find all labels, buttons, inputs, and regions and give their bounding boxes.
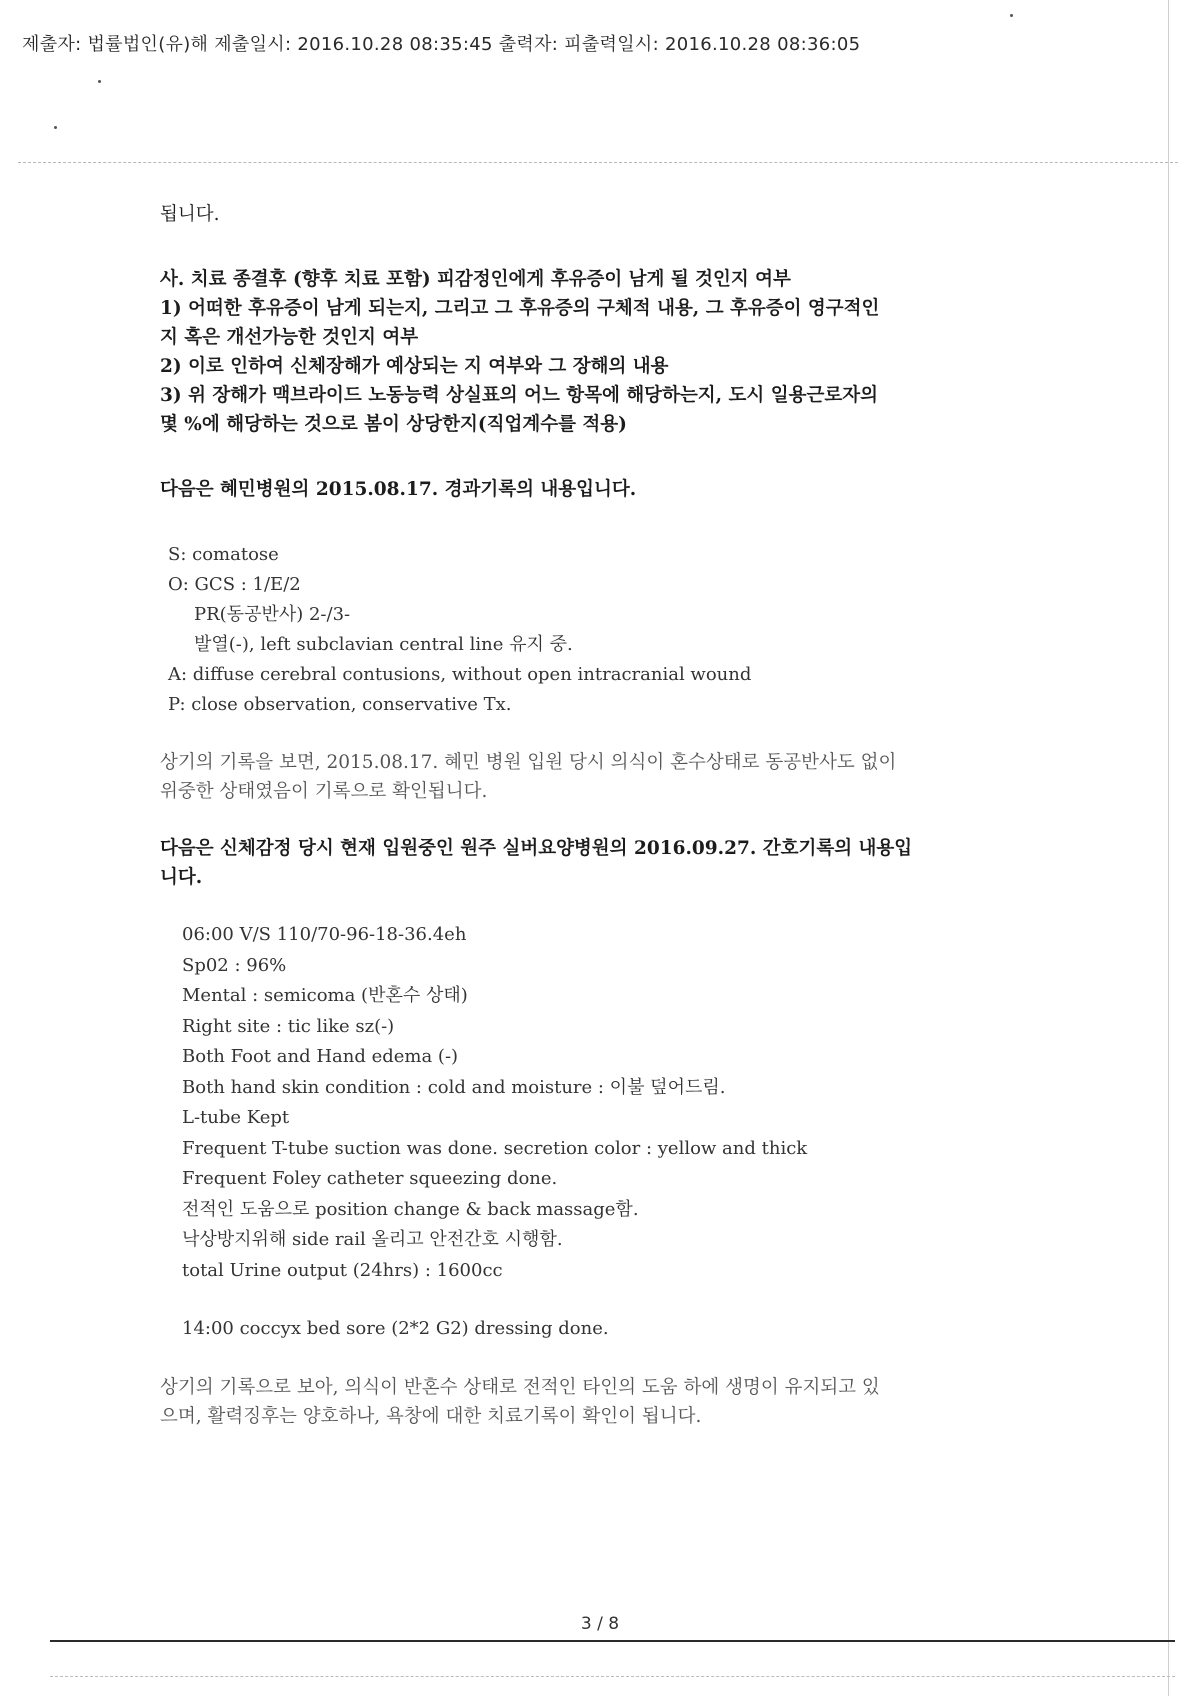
record2-summary-line2: 으며, 활력징후는 양호하나, 욕창에 대한 치료기록이 확인이 됩니다. xyxy=(160,1405,702,1427)
record2-line: Frequent T-tube suction was done. secretion color : yellow and thick xyxy=(182,1137,808,1159)
scan-speck xyxy=(1010,14,1013,17)
continued-text: 됩니다. xyxy=(160,204,220,225)
header-divider xyxy=(18,162,1178,163)
record2-intro-line1: 다음은 신체감정 당시 현재 입원중인 원주 실버요양병원의 2016.09.27. 간호기록의 내용입 xyxy=(160,838,913,859)
record1-line: 발열(-), left subclavian central line 유지 중. xyxy=(194,634,573,655)
record2-intro-line2: 니다. xyxy=(160,867,203,888)
record2-line: total Urine output (24hrs) : 1600cc xyxy=(182,1259,503,1281)
record1-line: S: comatose xyxy=(168,544,279,565)
record2-line: L-tube Kept xyxy=(182,1107,290,1128)
record1-summary-line1: 상기의 기록을 보면, 2015.08.17. 혜민 병원 입원 당시 의식이 혼수상태로 동공반사도 없이 xyxy=(160,752,897,773)
record2-line: 06:00 V/S 110/70-96-18-36.4eh xyxy=(182,924,467,945)
record2-line: Right site : tic like sz(-) xyxy=(182,1015,395,1037)
record2-line: Sp02 : 96% xyxy=(182,954,287,976)
record2-summary-line1: 상기의 기록으로 보아, 의식이 반혼수 상태로 전적인 타인의 도움 하에 생명이 유지되고 있 xyxy=(160,1376,880,1398)
document-body xyxy=(160,200,1020,1431)
footer-divider-faint xyxy=(50,1676,1175,1677)
record1-line: O: GCS : 1/E/2 xyxy=(168,574,301,595)
record1-line: PR(동공반사) 2-/3- xyxy=(194,604,351,625)
section-sa-item3-line1: 3) 위 장해가 맥브라이드 노동능력 상실표의 어느 항목에 해당하는지, 도시 일용근로자의 xyxy=(160,385,878,406)
record2-line: 전적인 도움으로 position change & back massage함. xyxy=(182,1198,639,1220)
record1-line: P: close observation, conservative Tx. xyxy=(168,694,512,715)
scan-edge-line xyxy=(1168,0,1169,1696)
record1-summary-line2: 위중한 상태였음이 기록으로 확인됩니다. xyxy=(160,781,488,802)
page-number: 3 / 8 xyxy=(580,1614,620,1634)
record1-notes xyxy=(160,540,1020,720)
section-sa-item2: 2) 이로 인하여 신체장해가 예상되는 지 여부와 그 장해의 내용 xyxy=(160,356,669,377)
record1-line: A: diffuse cerebral contusions, without open intracranial wound xyxy=(168,664,752,685)
record2-line: 낙상방지위해 side rail 올리고 안전간호 시행함. xyxy=(182,1229,563,1250)
record2-line: Both Foot and Hand edema (-) xyxy=(182,1046,459,1067)
section-sa-item1-line2: 지 혹은 개선가능한 것인지 여부 xyxy=(160,327,419,348)
section-sa-item1-line1: 1) 어떠한 후유증이 남게 되는지, 그리고 그 후유증의 구체적 내용, 그 후유증이 영구적인 xyxy=(160,298,880,319)
section-sa-item3-line2: 몇 %에 해당하는 것으로 봄이 상당한지(직업계수를 적용) xyxy=(160,414,627,435)
submission-stamp: 제출자: 법률법인(유)해 제출일시: 2016.10.28 08:35:45 출력자: 피출력일시: 2016.10.28 08:36:05 xyxy=(22,34,861,55)
record2-line: Both hand skin condition : cold and moisture : 이불 덮어드림. xyxy=(182,1076,726,1098)
record1-intro: 다음은 혜민병원의 2015.08.17. 경과기록의 내용입니다. xyxy=(160,479,637,500)
record2-notes xyxy=(160,920,1020,1345)
section-sa-heading: 사. 치료 종결후 (향후 치료 포함) 피감정인에게 후유증이 남게 될 것인지 여부 xyxy=(160,269,791,290)
footer-divider xyxy=(50,1640,1175,1642)
scan-speck xyxy=(54,126,57,129)
scan-speck xyxy=(98,80,101,83)
record2-line: Mental : semicoma (반혼수 상태) xyxy=(182,985,468,1006)
record2-line: Frequent Foley catheter squeezing done. xyxy=(182,1168,558,1189)
record2-late-entry: 14:00 coccyx bed sore (2*2 G2) dressing done. xyxy=(182,1318,609,1339)
